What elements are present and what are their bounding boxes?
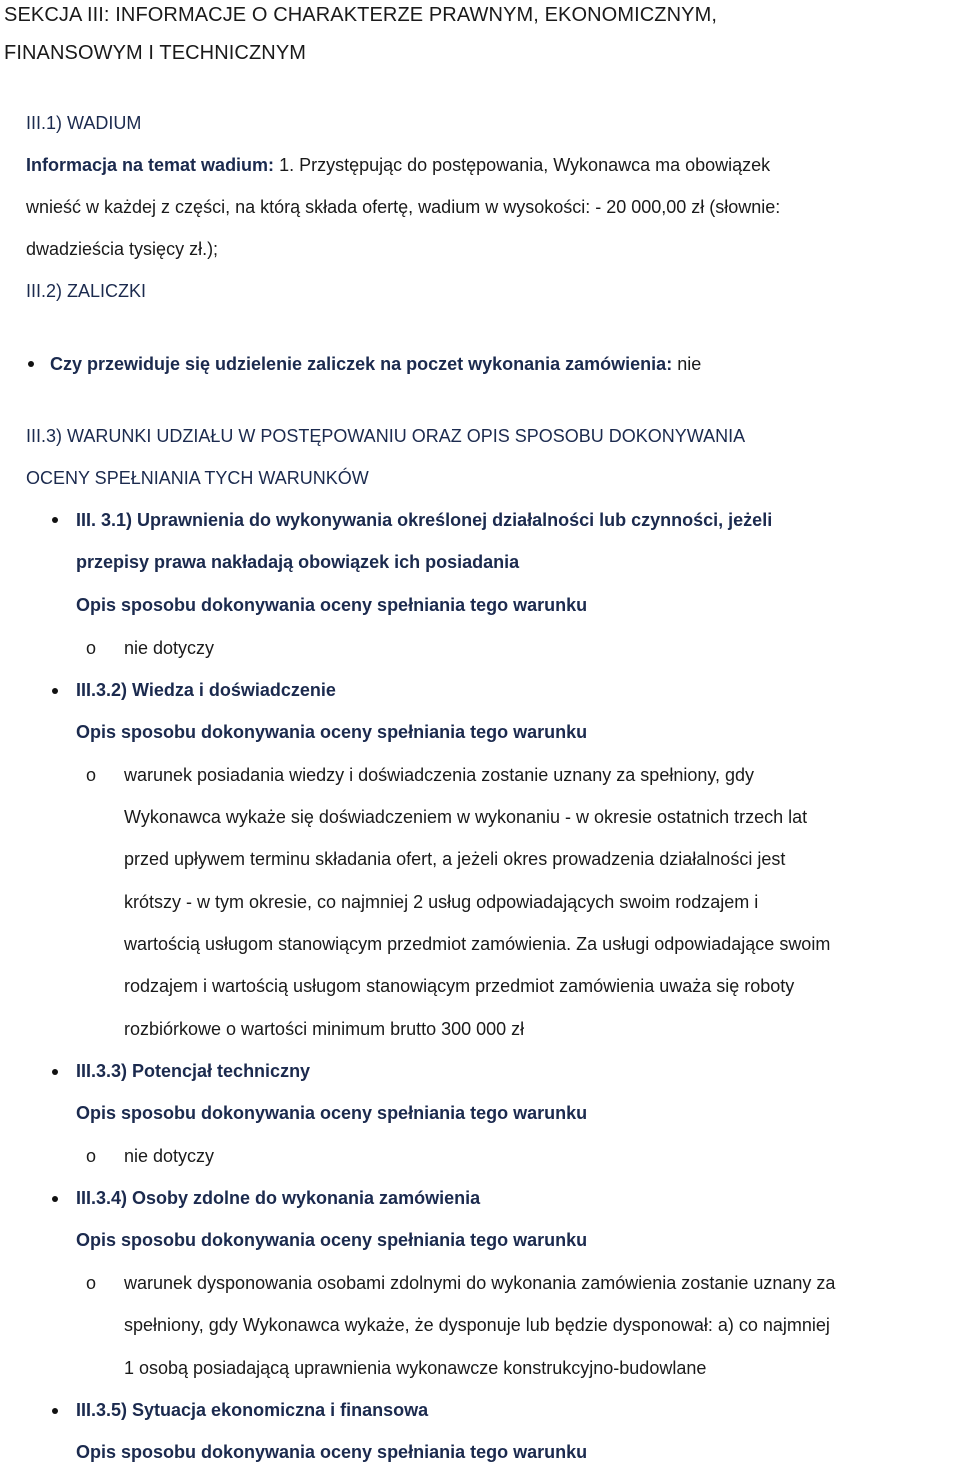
bullet-dot [52, 1408, 58, 1414]
circle-bullet: o [86, 765, 97, 785]
item-3-1-title-line2: przepisy prawa nakładają obowiązek ich posiadania [76, 552, 520, 572]
zaliczki-heading: III.2) ZALICZKI [26, 281, 147, 301]
circle-bullet: o [86, 1146, 97, 1166]
item-3-3-title: III.3.3) Potencjał techniczny [76, 1061, 311, 1081]
item-3-2-detail-6: rodzajem i wartością usługom stanowiącym przedmiot zamówienia uważa się roboty [124, 976, 795, 996]
item-3-2-detail-1: warunek posiadania wiedzy i doświadczenia zostanie uznany za spełniony, gdy [124, 765, 755, 785]
wadium-heading: III.1) WADIUM [26, 113, 142, 133]
warunki-heading-line2: OCENY SPEŁNIANIA TYCH WARUNKÓW [26, 468, 369, 488]
section-title-line2: FINANSOWYM I TECHNICZNYM [4, 42, 307, 64]
item-3-5-title: III.3.5) Sytuacja ekonomiczna i finansowa [76, 1400, 429, 1420]
item-3-2-detail-4: krótszy - w tym okresie, co najmniej 2 usług odpowiadających swoim rodzajem i [124, 892, 759, 912]
item-3-1-title-line1: III. 3.1) Uprawnienia do wykonywania określonej działalności lub czynności, jeżeli [76, 510, 773, 530]
circle-bullet: o [86, 1273, 97, 1293]
circle-bullet: o [86, 638, 97, 658]
wadium-label: Informacja na temat wadium: [26, 155, 275, 175]
item-3-1-detail: nie dotyczy [124, 638, 215, 658]
opis-label: Opis sposobu dokonywania oceny spełniania tego warunku [76, 1103, 588, 1123]
wadium-line3: dwadzieścia tysięcy zł.); [26, 239, 219, 259]
opis-label: Opis sposobu dokonywania oceny spełniania tego warunku [76, 722, 588, 742]
item-3-4-detail-1: warunek dysponowania osobami zdolnymi do wykonania zamówienia zostanie uznany za [124, 1273, 836, 1293]
bullet-dot [52, 1069, 58, 1075]
section-title-line1: SEKCJA III: INFORMACJE O CHARAKTERZE PRAWNYM, EKONOMICZNYM, [4, 4, 717, 26]
bullet-dot [52, 517, 58, 523]
opis-label: Opis sposobu dokonywania oceny spełniania tego warunku [76, 595, 588, 615]
item-3-4-detail-2: spełniony, gdy Wykonawca wykaże, że dysponuje lub będzie dysponował: a) co najmniej [124, 1315, 830, 1335]
bullet-dot [28, 361, 34, 367]
item-3-4-title: III.3.4) Osoby zdolne do wykonania zamówienia [76, 1188, 481, 1208]
item-3-2-detail-3: przed upływem terminu składania ofert, a jeżeli okres prowadzenia działalności jest [124, 849, 786, 869]
item-3-2-detail-2: Wykonawca wykaże się doświadczeniem w wykonaniu - w okresie ostatnich trzech lat [124, 807, 808, 827]
zaliczki-answer: nie [677, 354, 702, 374]
item-3-3-detail: nie dotyczy [124, 1146, 215, 1166]
bullet-dot [52, 1196, 58, 1202]
item-3-2-title: III.3.2) Wiedza i doświadczenie [76, 680, 336, 700]
zaliczki-question-line [50, 353, 701, 375]
wadium-line1-rest: 1. Przystępując do postępowania, Wykonawca ma obowiązek [274, 155, 771, 175]
wadium-line1 [26, 154, 770, 176]
zaliczki-question: Czy przewiduje się udzielenie zaliczek na poczet wykonania zamówienia: [50, 354, 673, 374]
item-3-2-detail-5: wartością usługom stanowiącym przedmiot zamówienia. Za usługi odpowiadające swoim [124, 934, 831, 954]
opis-label: Opis sposobu dokonywania oceny spełniania tego warunku [76, 1442, 588, 1462]
item-3-4-detail-3: 1 osobą posiadającą uprawnienia wykonawcze konstrukcyjno-budowlane [124, 1358, 707, 1378]
opis-label: Opis sposobu dokonywania oceny spełniania tego warunku [76, 1230, 588, 1250]
bullet-dot [52, 688, 58, 694]
warunki-heading-line1: III.3) WARUNKI UDZIAŁU W POSTĘPOWANIU ORAZ OPIS SPOSOBU DOKONYWANIA [26, 426, 746, 446]
wadium-line2: wnieść w każdej z części, na którą składa ofertę, wadium w wysokości: - 20 000,00 zł (słownie: [26, 197, 781, 217]
item-3-2-detail-7: rozbiórkowe o wartości minimum brutto 300 000 zł [124, 1019, 525, 1039]
